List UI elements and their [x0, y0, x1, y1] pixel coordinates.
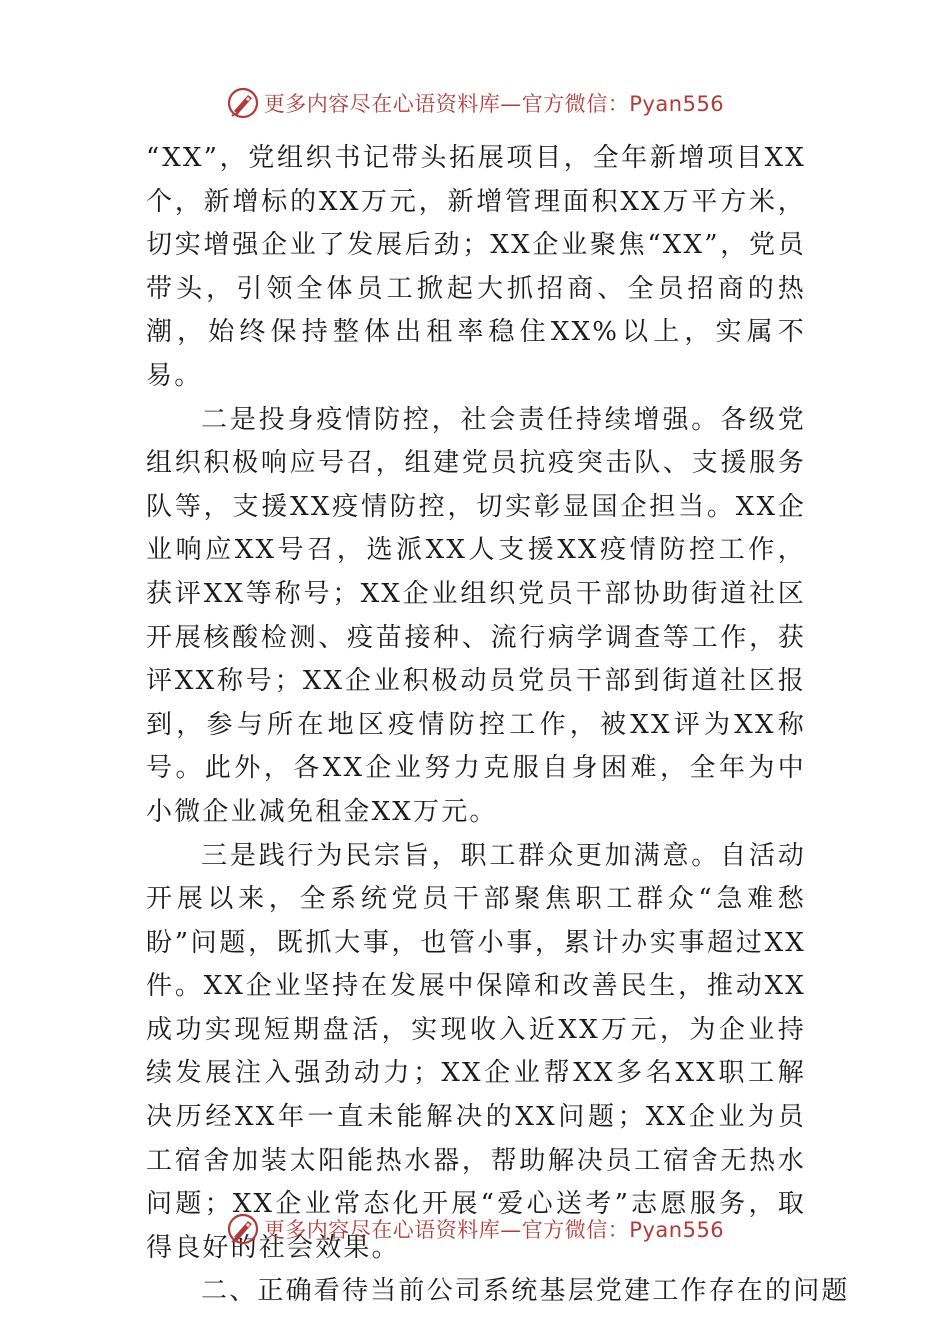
document-body	[146, 137, 850, 1314]
paragraph-epidemic-control: 二是投身疫情防控，社会责任持续增强。各级党组织积极响应号召，组建党员抗疫突击队、支援服务队等，支援XX疫情防控，切实彰显国企担当。XX企业响应XX号召，选派XX人支援XX疫情防控工作，获评XX等称号；XX企业组织党员干部协助街道社区开展核酸检测、疫苗接种、流行病学调查等工作，获评XX称号；XX企业积极动员党员干部到街道社区报到，参与所在地区疫情防控工作，被XX评为XX称号。此外，各XX企业努力克服自身困难，全年为中小微企业减免租金XX万元。	[146, 404, 806, 827]
footer-banner	[0, 1209, 950, 1249]
footer-banner-text: 更多内容尽在心语资料库—官方微信：Pyan556	[263, 1218, 725, 1242]
pen-nib-logo-icon	[226, 1212, 260, 1246]
header-banner	[0, 83, 950, 123]
paragraph-continuation: “XX”，党组织书记带头拓展项目，全年新增项目XX个，新增标的XX万元，新增管理面积XX万平方米，切实增强企业了发展后劲；XX企业聚焦“XX”，党员带头，引领全体员工掀起大抓招商、全员招商的热潮，始终保持整体出租率稳住XX%以上，实属不易。	[146, 143, 806, 391]
pen-nib-logo-icon	[226, 86, 260, 120]
paragraph-serving-people: 三是践行为民宗旨，职工群众更加满意。自活动开展以来，全系统党员干部聚焦职工群众“急难愁盼”问题，既抓大事，也管小事，累计办实事超过XX件。XX企业坚持在发展中保障和改善民生，推动XX成功实现短期盘活，实现收入近XX万元，为企业持续发展注入强劲动力；XX企业帮XX多名XX职工解决历经XX年一直未能解决的XX问题；XX企业为员工宿舍加装太阳能热水器，帮助解决员工宿舍无热水问题；XX企业常态化开展“爱心送考”志愿服务，取得良好的社会效果。	[146, 840, 806, 1263]
header-banner-text: 更多内容尽在心语资料库—官方微信：Pyan556	[263, 92, 725, 116]
section-heading: 二、正确看待当前公司系统基层党建工作存在的问题	[201, 1276, 850, 1307]
